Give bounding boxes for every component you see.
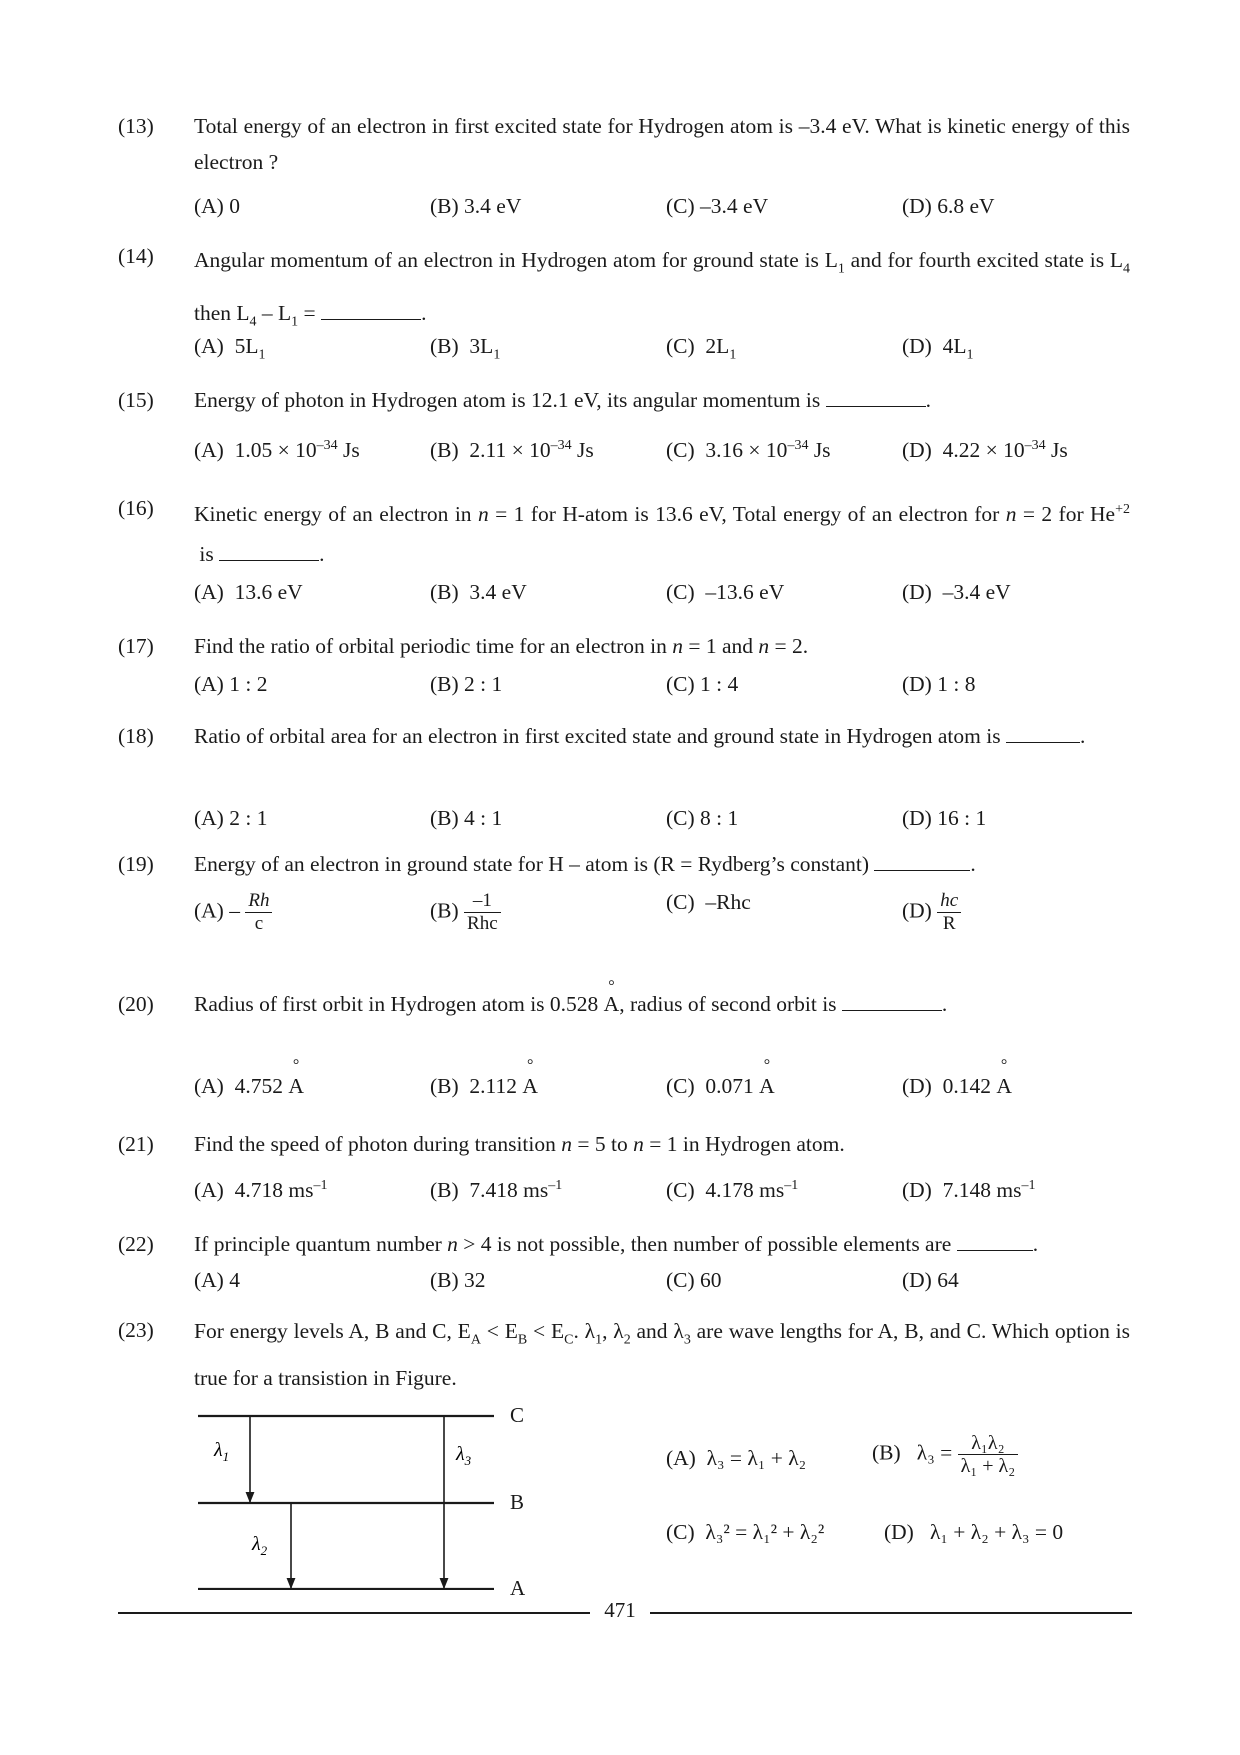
question-text: If principle quantum number n > 4 is not possible, then number of possible elements are . (194, 1232, 1039, 1256)
option-a[interactable]: (A) $1.05 \times 10^{-34}$ Js (194, 438, 360, 463)
option-d[interactable]: (D) –3.4 eV (902, 580, 1011, 604)
option-d[interactable]: (D) 64 (902, 1268, 959, 1292)
options (194, 334, 1130, 374)
option-c[interactable]: (C) $3.16 \times 10^{-34}$ Js (666, 438, 831, 463)
lambda1-label: $\lambda_1$ (214, 1439, 230, 1464)
answer-blank (874, 852, 970, 871)
question-number: (19) (118, 852, 154, 876)
question-number: (20) (118, 992, 154, 1016)
question-text: Angular momentum of an electron in Hydrogen atom for ground state is $L_1$ and for fourth excited state is $L_4$ then $L_4 - L_1$ = . (194, 248, 1131, 330)
option-a[interactable]: (A) 13.6 eV (194, 580, 303, 604)
option-b[interactable]: (B) 7.418 $ms^{-1}$ (430, 1178, 563, 1203)
answer-blank (1006, 724, 1080, 743)
option-b[interactable]: (B) 3.4 eV (430, 580, 527, 604)
answer-blank (826, 388, 926, 407)
options (194, 438, 1130, 478)
option-c[interactable]: (C) 60 (666, 1268, 722, 1292)
question-text: Energy of photon in Hydrogen atom is 12.1 eV, its angular momentum is . (194, 388, 931, 412)
option-b[interactable]: (B) 3.4 eV (430, 194, 522, 218)
option-a[interactable]: (A) – $\frac{Rh}{c}$ (194, 890, 272, 935)
question-number: (17) (118, 634, 154, 658)
question-text: Energy of an electron in ground state for H – atom is (R = Rydberg’s constant) . (194, 852, 976, 876)
question-number: (22) (118, 1232, 154, 1256)
option-c[interactable]: (C) 1 : 4 (666, 672, 739, 696)
options (194, 890, 1130, 942)
option-a[interactable]: (A) λ₃ = λ₁ + λ₂ (666, 1446, 807, 1470)
question-text: Radius of first orbit in Hydrogen atom is 0.528 ° A, radius of second orbit is . (194, 986, 1130, 1022)
level-a-label: A (510, 1576, 526, 1600)
option-a[interactable]: (A) 0 (194, 194, 240, 218)
question-text: Kinetic energy of an electron in n = 1 for H-atom is 13.6 eV, Total energy of an electron for n = 2 for $He^{+2}$ is . (194, 502, 1131, 567)
options (194, 580, 1130, 620)
options (194, 672, 1130, 712)
option-b[interactable]: (B) 4 : 1 (430, 806, 503, 830)
question-23 (118, 1312, 1130, 1602)
options (194, 194, 1130, 234)
option-d[interactable]: (D) $\frac{hc}{R}$ (902, 890, 961, 935)
question-text: Total energy of an electron in first excited state for Hydrogen atom is –3.4 eV. What is kinetic energy of this electron ? (194, 114, 1130, 174)
option-a[interactable]: (A) 4 (194, 1268, 240, 1292)
option-d[interactable]: (D) $4.22 \times 10^{-34}$ Js (902, 438, 1068, 463)
option-a[interactable]: (A) 4.752 ° A (194, 1074, 304, 1099)
option-b[interactable]: (B) λ₃ = $\frac{\text{λ₁λ₂}}{\text{λ₁ + λ₂}}$ (872, 1432, 1018, 1477)
question-number: (21) (118, 1132, 154, 1156)
option-b[interactable]: (B) $3L_1$ (430, 334, 501, 363)
option-c[interactable]: (C) λ₃² = λ₁² + λ₂² (666, 1520, 825, 1544)
option-b[interactable]: (B) $\frac{-1}{\text{Rhc}}$ (430, 890, 501, 935)
question-number: (13) (118, 114, 154, 138)
options (194, 806, 1130, 846)
lambda2-label: $\lambda_2$ (252, 1533, 268, 1558)
option-c[interactable]: (C) $2L_1$ (666, 334, 737, 363)
footer-rule-right (650, 1612, 1132, 1614)
question-text: Find the ratio of orbital periodic time for an electron in n = 1 and n = 2. (194, 634, 809, 658)
option-c[interactable]: (C) –Rhc (666, 890, 751, 914)
question-number: (14) (118, 244, 154, 268)
page-number: 471 (604, 1598, 636, 1622)
question-text: Find the speed of photon during transition n = 5 to n = 1 in Hydrogen atom. (194, 1132, 845, 1156)
level-c-label: C (510, 1403, 525, 1427)
options (194, 1178, 1130, 1218)
answer-blank (842, 992, 942, 1011)
option-b[interactable]: (B) 2.112 ° A (430, 1074, 538, 1099)
options (194, 1268, 1130, 1308)
option-c[interactable]: (C) –13.6 eV (666, 580, 785, 604)
option-d[interactable]: (D) 1 : 8 (902, 672, 976, 696)
answer-blank (219, 542, 319, 561)
option-b[interactable]: (B) 32 (430, 1268, 486, 1292)
energy-level-diagram (194, 1400, 554, 1590)
option-a[interactable]: (A) 2 : 1 (194, 806, 268, 830)
answer-blank (957, 1232, 1033, 1251)
option-b[interactable]: (B) 2 : 1 (430, 672, 503, 696)
option-c[interactable]: (C) 4.178 $ms^{-1}$ (666, 1178, 799, 1203)
option-d[interactable]: (D) 16 : 1 (902, 806, 987, 830)
option-c[interactable]: (C) 8 : 1 (666, 806, 739, 830)
option-b[interactable]: (B) $2.11 \times 10^{-34}$ Js (430, 438, 594, 463)
option-d[interactable]: (D) $4L_1$ (902, 334, 974, 363)
option-d[interactable]: (D) λ₁ + λ₂ + λ₃ = 0 (884, 1520, 1064, 1544)
question-text: Ratio of orbital area for an electron in first excited state and ground state in Hydrogen atom is . (194, 724, 1086, 748)
footer-rule-left (118, 1612, 590, 1614)
question-number: (15) (118, 388, 154, 412)
question-number: (16) (118, 496, 154, 520)
option-a[interactable]: (A) 4.718 $ms^{-1}$ (194, 1178, 328, 1203)
option-c[interactable]: (C) –3.4 eV (666, 194, 769, 218)
answer-blank (321, 301, 421, 320)
option-a[interactable]: (A) $5L_1$ (194, 334, 266, 363)
option-d[interactable]: (D) 6.8 eV (902, 194, 995, 218)
option-d[interactable]: (D) 0.142 ° A (902, 1074, 1012, 1099)
options (194, 1074, 1130, 1114)
question-number: (18) (118, 724, 154, 748)
level-b-label: B (510, 1490, 525, 1514)
option-d[interactable]: (D) 7.148 $ms^{-1}$ (902, 1178, 1036, 1203)
question-text: For energy levels A, B and C, $E_A < E_B < E_C$. $\lambda_1$, $\lambda_2$ and $\lambda_3$ are wave lengths for A, B, and C. Which option is true for a transistion in Figure. (194, 1319, 1131, 1391)
option-c[interactable]: (C) 0.071 ° A (666, 1074, 775, 1099)
option-a[interactable]: (A) 1 : 2 (194, 672, 268, 696)
lambda3-label: $\lambda_3$ (456, 1443, 472, 1468)
question-number: (23) (118, 1318, 154, 1342)
